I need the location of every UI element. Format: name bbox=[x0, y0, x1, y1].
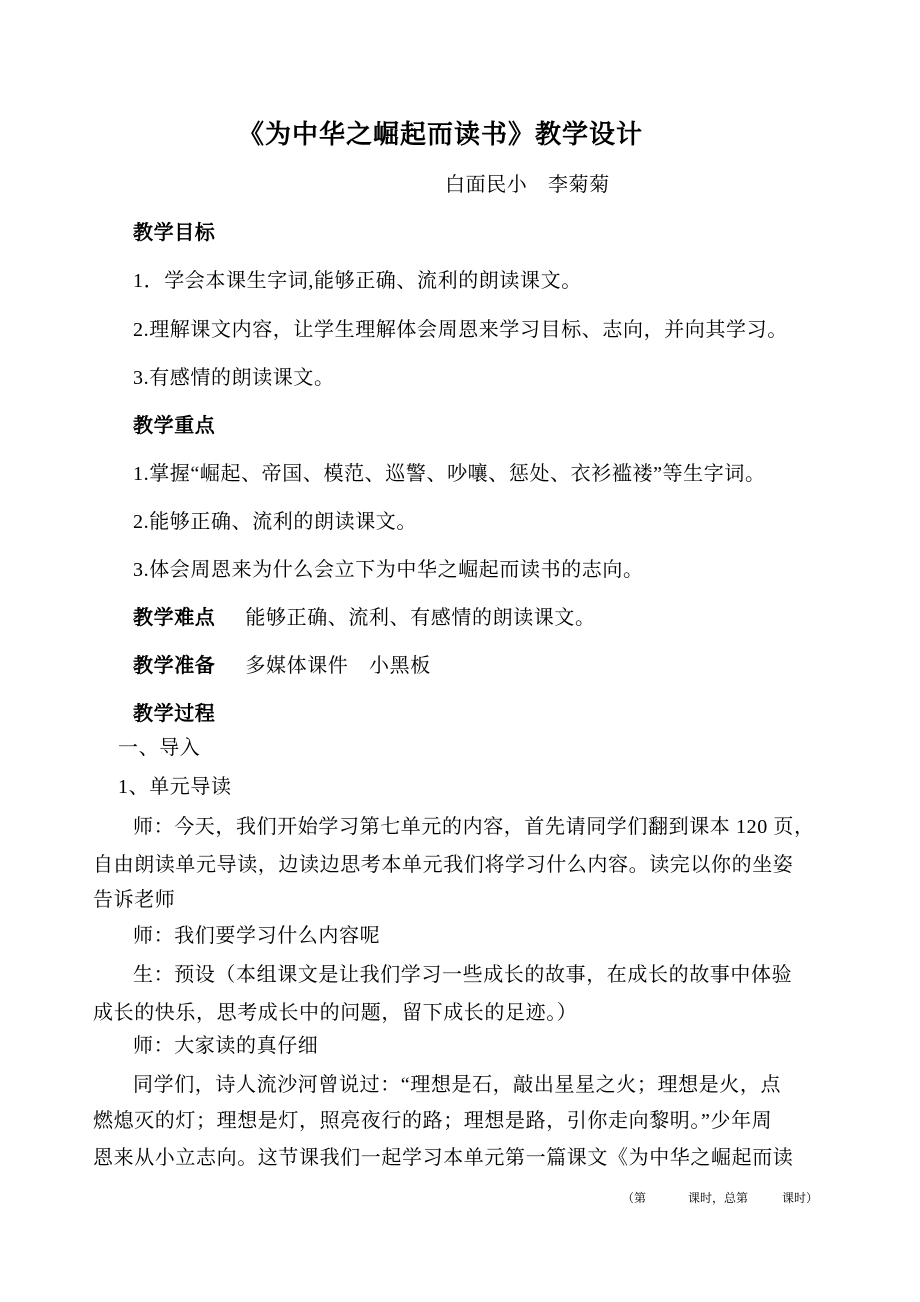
goal-item: 2.理解课文内容，让学生理解体会周恩来学习目标、志向，并向其学习。 bbox=[133, 319, 788, 341]
footer-text: 课时） bbox=[782, 1191, 819, 1205]
footer-lesson-count bbox=[622, 1191, 818, 1205]
key-points-heading: 教学重点 bbox=[133, 415, 216, 437]
footer-text: 课时，总第 bbox=[688, 1191, 749, 1205]
document-title: 《为中华之崛起而读书》教学设计 bbox=[238, 120, 644, 149]
footer-text: （第 bbox=[622, 1191, 647, 1205]
key-point-item: 3.体会周恩来为什么会立下为中华之崛起而读书的志向。 bbox=[133, 559, 644, 581]
body-line: 告诉老师 bbox=[93, 889, 176, 911]
difficulty-line bbox=[133, 606, 596, 630]
body-line: 师：今天，我们开始学习第七单元的内容，首先请同学们翻到课本 120 页， bbox=[133, 816, 815, 838]
author-line: 白面民小 李菊菊 bbox=[445, 174, 610, 196]
goals-heading: 教学目标 bbox=[133, 222, 216, 244]
preparation-heading: 教学准备 bbox=[133, 655, 216, 677]
preparation-text: 多媒体课件 小黑板 bbox=[245, 655, 431, 677]
goal-item: 1．学会本课生字词,能够正确、流利的朗读课文。 bbox=[133, 270, 582, 292]
body-line: 燃熄灭的灯；理想是灯，照亮夜行的路；理想是路，引你走向黎明。”少年周 bbox=[93, 1110, 773, 1132]
difficulty-heading: 教学难点 bbox=[133, 607, 216, 629]
body-line: 恩来从小立志向。这节课我们一起学习本单元第一篇课文《为中华之崛起而读 bbox=[93, 1147, 794, 1169]
body-line: 师：我们要学习什么内容呢 bbox=[133, 925, 381, 947]
preparation-line bbox=[133, 654, 431, 678]
difficulty-text: 能够正确、流利、有感情的朗读课文。 bbox=[245, 607, 596, 629]
body-line: 成长的快乐，思考成长中的问题，留下成长的足迹。） bbox=[93, 1002, 578, 1024]
body-line: 生：预设（本组课文是让我们学习一些成长的故事，在成长的故事中体验 bbox=[133, 964, 793, 986]
body-line: 自由朗读单元导读，边读边思考本单元我们将学习什么内容。读完以你的坐姿 bbox=[93, 854, 794, 876]
process-heading: 教学过程 bbox=[133, 703, 216, 725]
section-heading: 一、导入 bbox=[118, 737, 201, 759]
subsection-heading: 1、单元导读 bbox=[118, 776, 232, 798]
key-point-item: 1.掌握“崛起、帝国、模范、巡警、吵嚷、惩处、衣衫褴褛”等生字词。 bbox=[133, 463, 766, 485]
body-line: 师：大家读的真仔细 bbox=[133, 1035, 319, 1057]
goal-item: 3.有感情的朗读课文。 bbox=[133, 367, 335, 389]
key-point-item: 2.能够正确、流利的朗读课文。 bbox=[133, 511, 417, 533]
body-line: 同学们，诗人流沙河曾说过：“理想是石，敲出星星之火；理想是火，点 bbox=[133, 1074, 782, 1096]
